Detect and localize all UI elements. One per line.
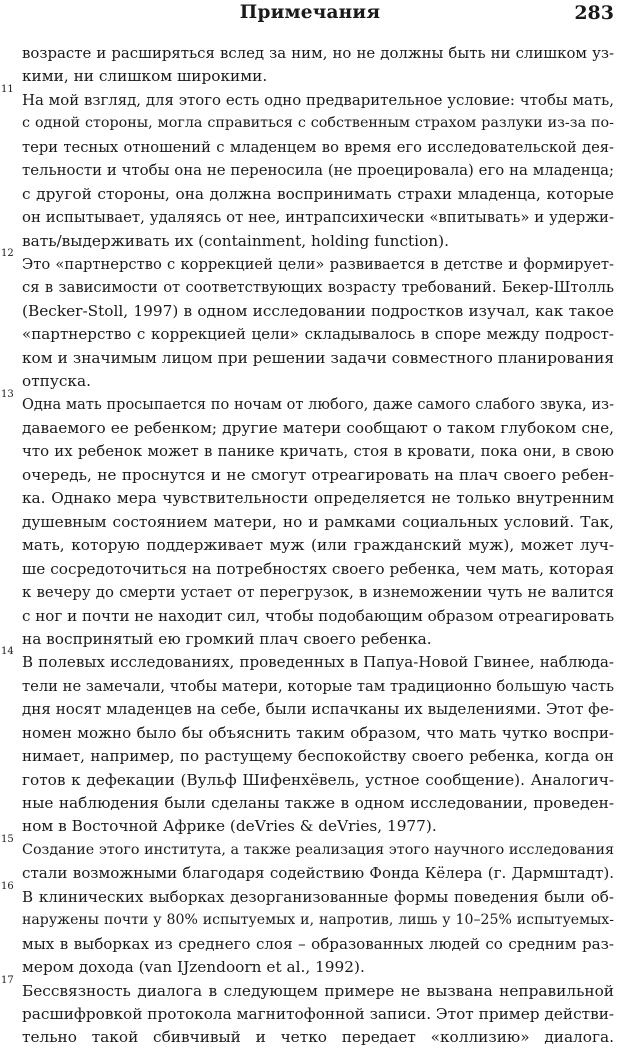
line-text: с другой стороны, она должна воспринимать страхи младенца, которые [22,184,614,203]
line-text: к вечеру до смерти устает от перегрузок, в изнеможении чуть не валится [22,583,614,602]
text-line [0,974,620,1003]
text-line [0,417,620,440]
footnote-number: 17 [1,974,14,986]
footnote-number: 13 [1,388,14,400]
text-line [0,388,620,417]
line-text: ном в Восточной Африке (deVries & deVries, 1977). [22,817,437,836]
text-line [0,558,620,581]
text-line [0,675,620,698]
line-text: наружены почти у 80% испытуемых и, напротив, лишь у 10–25% испытуемых- [22,912,614,929]
line-text: душевным состоянием матери, но и рамками социальных условий. Так, [22,512,614,531]
line-text: Бессвязность диалога в следующем примере не вызвана неправильной [22,981,614,1000]
text-line [0,933,620,956]
text-line [0,206,620,229]
text-line [0,698,620,721]
line-text: возрасте и расширяться вслед за ним, но не должны быть ни слишком уз- [22,44,614,62]
line-text: готов к дефекации (Вульф Шифенхёвель, устное сообщение). Аналогич- [22,770,614,789]
text-line [0,862,620,885]
line-text: (Becker-Stoll, 1997) в одном исследовании подростков изучал, как такое [22,301,614,320]
line-text: «партнерство с коррекцией цели» складывалось в споре между подрост- [22,325,614,344]
line-text: стали возможными благодаря содействию Фонда Кёлера (г. Дармштадт). [22,864,614,883]
text-line [0,230,620,253]
text-line [0,511,620,534]
text-line [0,464,620,487]
line-text: мых в выборках из среднего слоя – образованных людей со средним раз- [22,934,614,953]
text-line [0,370,620,393]
text-line [0,769,620,792]
line-text: дня носят младенцев на себе, были испачканы их выделениями. Этот фе- [22,700,614,719]
notes-body [0,42,620,1050]
line-text: В клинических выборках дезорганизованные формы поведения были об- [22,887,614,906]
text-line [0,815,620,838]
line-text: тери тесных отношений с младенцем во время его исследовательской дея- [22,138,614,156]
text-line [0,1026,620,1049]
line-text: Одна мать просыпается по ночам от любого, даже самого слабого звука, из- [22,396,614,413]
text-line [0,745,620,768]
text-line [0,183,620,206]
text-line [0,276,620,299]
text-line [0,909,620,932]
text-line [0,323,620,346]
line-text: очередь, не проснутся и не смогут отреагировать на плач своего ребен- [22,465,614,484]
text-line [0,83,620,112]
line-text: ше сосредоточиться на потребностях своего ребенка, чем мать, которая [22,559,614,578]
text-line [0,1003,620,1026]
line-text: с одной стороны, могла справиться с собственным страхом разлуки из-за по- [22,115,614,132]
running-header [0,2,620,30]
line-text: На мой взгляд, для этого есть одно предварительное условие: чтобы мать, [22,90,614,109]
line-text: ком и значимым лицом при решении задачи совместного планирования [22,348,614,367]
footnote-number: 16 [1,880,14,892]
line-text: расшифровкой протокола магнитофонной записи. Этот пример действи- [22,1004,615,1023]
text-line [0,300,620,323]
line-text: Создание этого института, а также реализация этого научного исследования [22,841,614,858]
text-line [0,628,620,651]
line-text: отпуска. [22,372,91,391]
text-line [0,159,620,182]
text-line [0,956,620,979]
line-text: мером дохода (van IJzendoorn et al., 1992). [22,958,365,977]
footnote-number: 12 [1,247,14,259]
text-line [0,65,620,88]
footnote-number: 15 [1,833,14,845]
line-text: тельно такой сбивчивый и четко передает «коллизию» диалога. [22,1028,614,1047]
page-title: Примечания [239,2,381,23]
footnote-number: 11 [1,83,14,95]
line-text: кими, ни слишком широкими. [22,67,268,86]
text-line [0,534,620,557]
line-text: тели не замечали, чтобы матери, которые там традиционно большую часть [22,677,614,695]
line-text: Это «партнерство с коррекцией цели» развивается в детстве и формирует- [22,255,614,273]
line-text: мать, которую поддерживает муж (или гражданский муж), может луч- [22,536,614,555]
line-text: ка. Однако мера чувствительности определяется не только внутренним [22,489,614,508]
line-text: ные наблюдения были сделаны также в одном исследовании, проведен- [22,794,614,812]
page-number: 283 [574,2,614,24]
line-text: с ног и почти не находит сил, чтобы подобающим образом отреагировать [22,606,615,625]
text-line [0,792,620,815]
text-line [0,42,620,65]
footnote-number: 14 [1,646,14,658]
text-line [0,722,620,745]
line-text: тельности и чтобы она не переносила (не проецировала) его на младенца; [22,161,614,180]
text-line [0,581,620,604]
text-line [0,247,620,276]
line-text: В полевых исследованиях, проведенных в Папуа-Новой Гвинее, наблюда- [22,653,614,672]
line-text: он испытывает, удаляясь от нее, интрапсихически «впитывать» и удержи- [22,208,614,227]
text-line [0,136,620,159]
text-line [0,646,620,674]
line-text: нимает, например, по растущему беспокойству своего ребенка, когда он [22,747,614,766]
text-line [0,347,620,370]
line-text: на воспринятый ею громкий плач своего ребенка. [22,629,432,648]
text-line [0,605,620,628]
line-text: вать/выдерживать их (containment, holding function). [22,231,449,250]
line-text: номен можно было бы объяснить таким образом, что мать чутко воспри- [22,723,614,742]
line-text: даваемого ее ребенком; другие матери сообщают о таком глубоком сне, [22,419,614,437]
text-line [0,487,620,510]
text-line [0,440,620,463]
line-text: что их ребенок может в панике кричать, стоя в кровати, пока они, в свою [22,442,614,461]
line-text: ся в зависимости от соответствующих возрасту требований. Бекер-Штолль [22,279,614,297]
text-line [0,112,620,135]
text-line [0,880,620,909]
text-line [0,833,620,862]
